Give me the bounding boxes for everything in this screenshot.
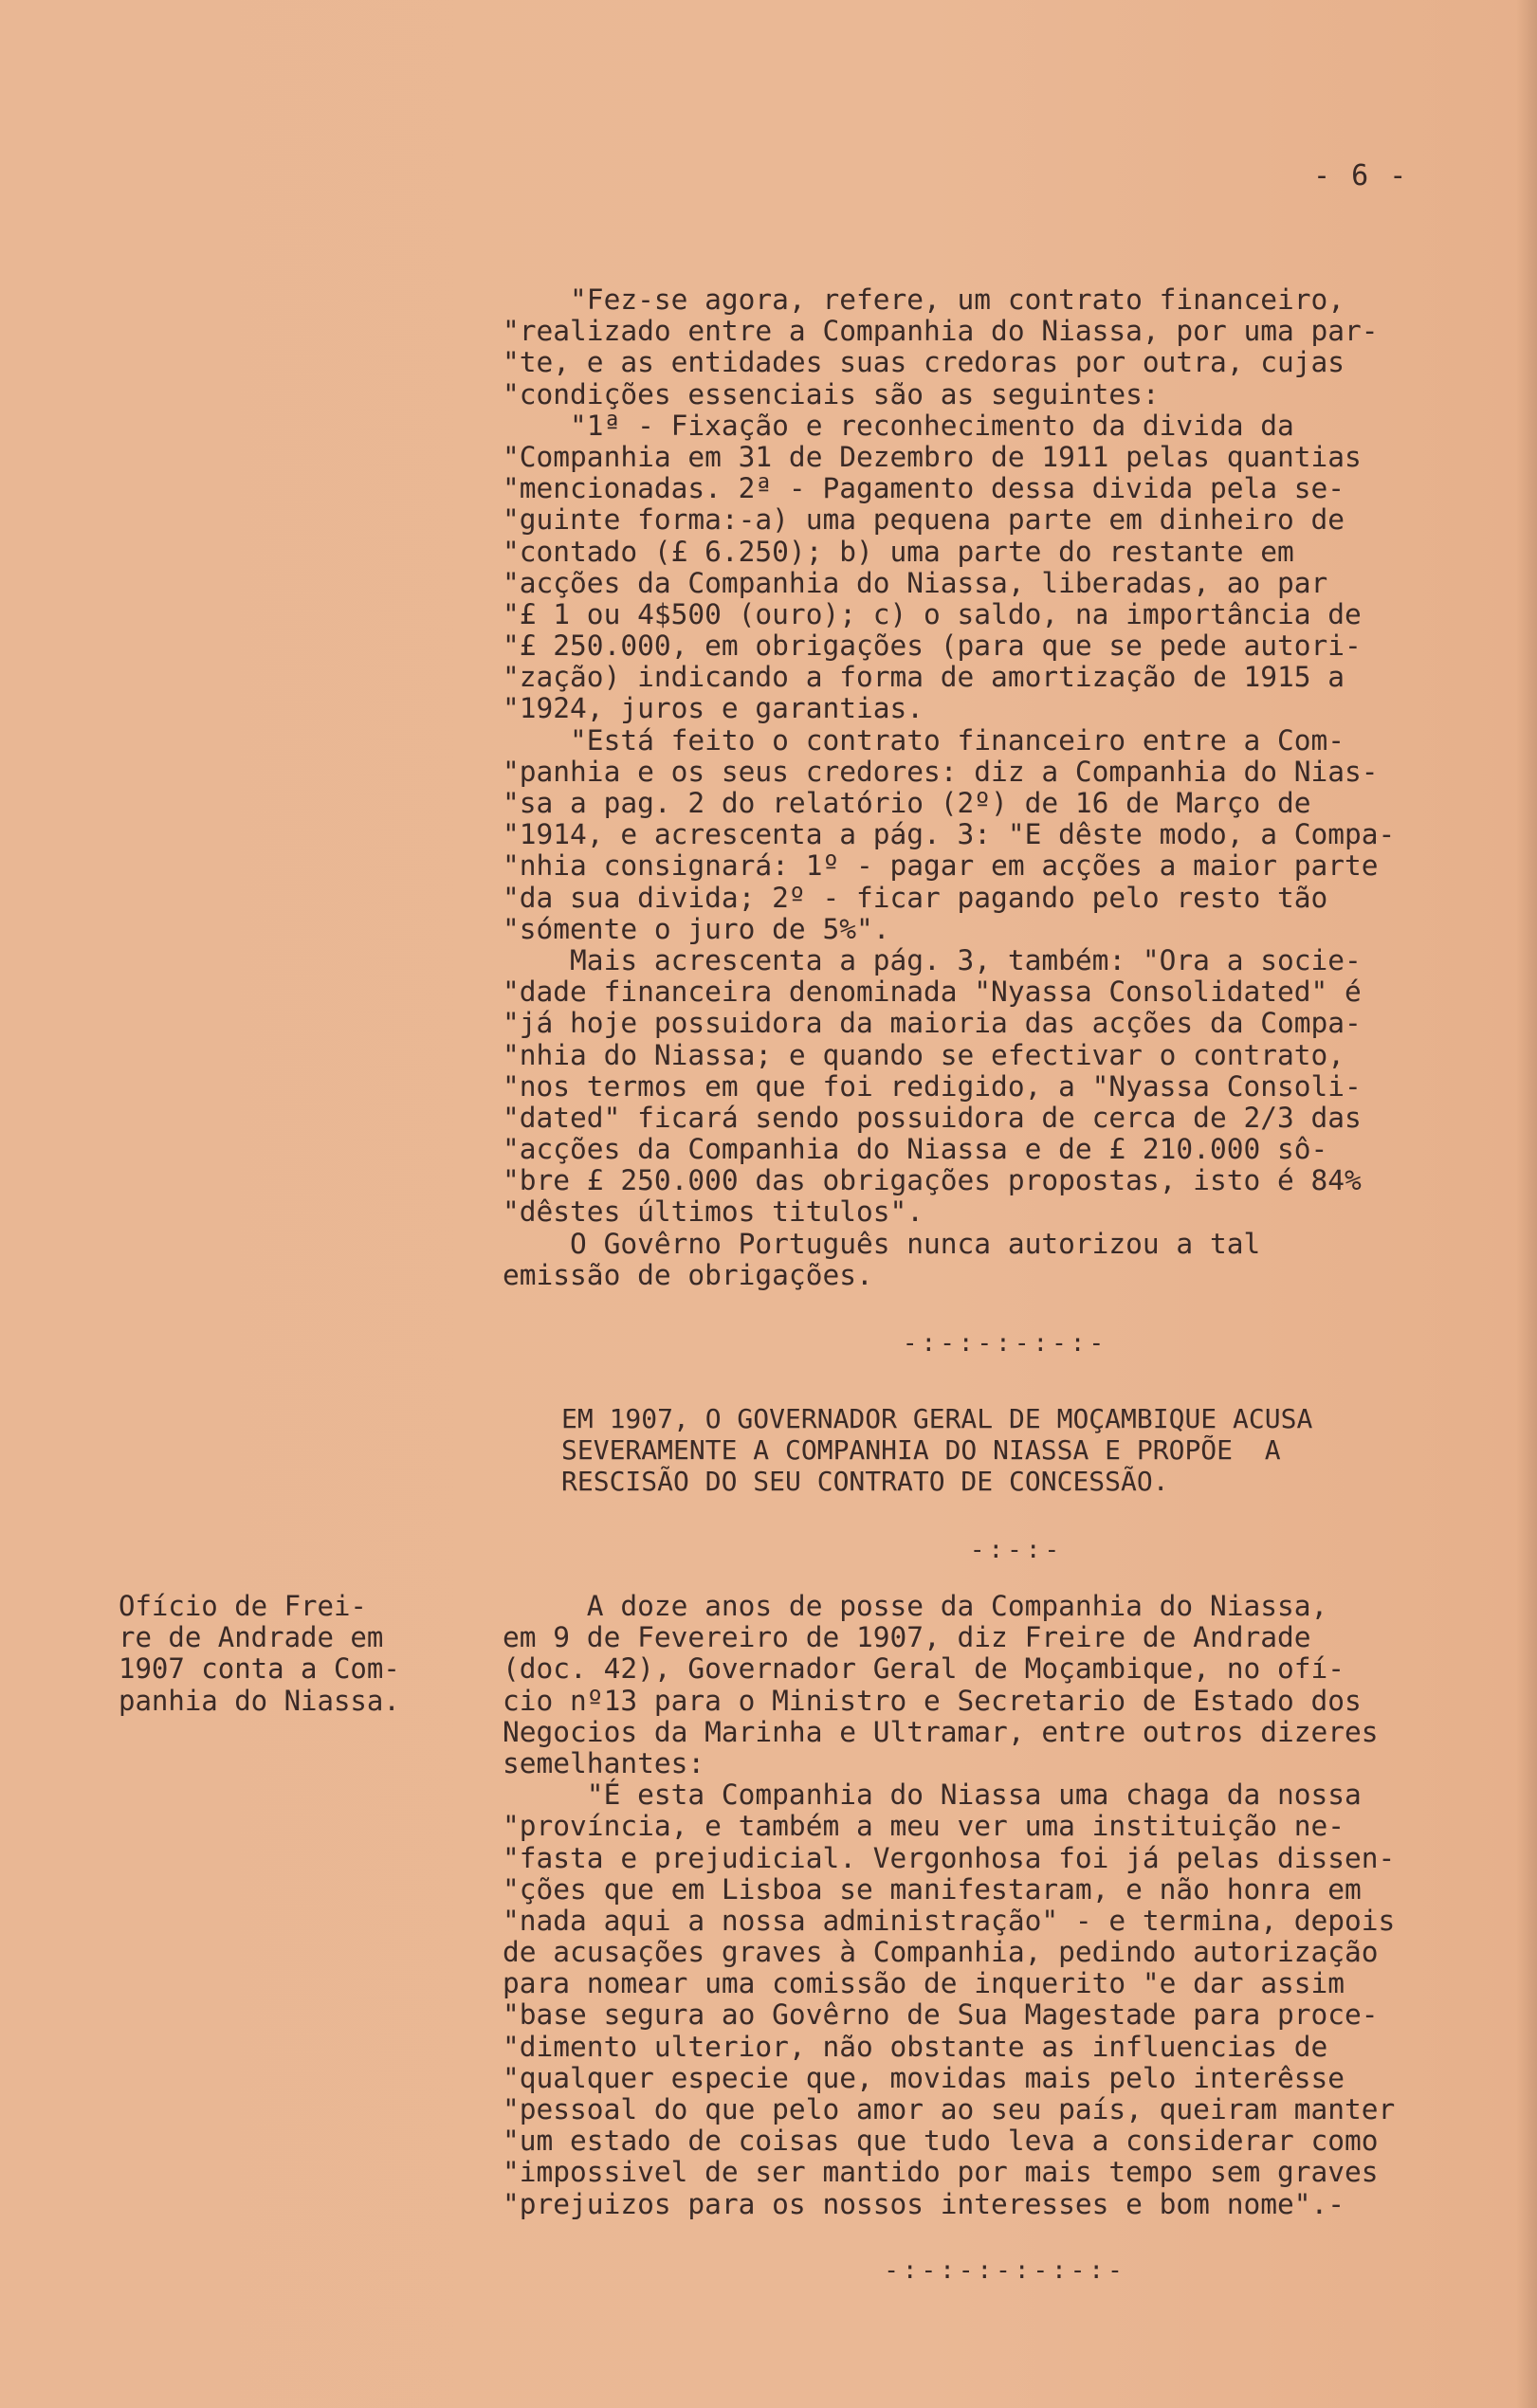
text-line: O Govêrno Português nunca autorizou a tal <box>503 1227 1261 1260</box>
separator: -:-:-:-:-:-:- <box>884 2255 1126 2285</box>
margin-note-line: panhia do Niassa. <box>119 1684 400 1717</box>
text-line: "nada aqui a nossa administração" - e termina, depois <box>503 1904 1396 1937</box>
text-line: emissão de obrigações. <box>503 1258 873 1291</box>
text-line: "da sua divida; 2º - ficar pagando pelo resto tão <box>503 881 1328 914</box>
text-line: "um estado de coisas que tudo leva a considerar como <box>503 2125 1379 2158</box>
text-line: "nhia consignará: 1º - pagar em acções a maior parte <box>503 849 1379 883</box>
text-line: "base segura ao Govêrno de Sua Magestade para proce- <box>503 1998 1379 2032</box>
page-edge-shadow <box>1516 0 1537 2408</box>
separator: -:-:- <box>969 1535 1064 1564</box>
text-line: "dimento ulterior, não obstante as influencias de <box>503 2030 1328 2063</box>
text-line: "acções da Companhia do Niassa e de £ 210.000 sô- <box>503 1133 1328 1166</box>
text-line: (doc. 42), Governador Geral de Moçambique, no ofí- <box>503 1652 1345 1686</box>
text-line: "£ 250.000, em obrigações (para que se pede autori- <box>503 629 1362 663</box>
margin-note <box>119 1591 460 1717</box>
text-line: "acções da Companhia do Niassa, liberadas, ao par <box>503 566 1328 599</box>
text-line: "guinte forma:-a) uma pequena parte em dinheiro de <box>503 503 1345 537</box>
text-line: "Está feito o contrato financeiro entre a Com- <box>503 723 1345 757</box>
text-line: "te, e as entidades suas credoras por outra, cujas <box>503 346 1345 379</box>
text-line: "fasta e prejudicial. Vergonhosa foi já pelas dissen- <box>503 1841 1396 1874</box>
page-number: - 6 - <box>1313 159 1409 192</box>
text-line: "É esta Companhia do Niassa uma chaga da nossa <box>503 1779 1362 1812</box>
text-line: "nhia do Niassa; e quando se efectivar o contrato, <box>503 1038 1345 1071</box>
text-line: de acusações graves à Companhia, pedindo autorização <box>503 1936 1379 1969</box>
text-line: A doze anos de posse da Companhia do Niassa, <box>503 1590 1328 1622</box>
separator: -:-:-:-:-:- <box>902 1329 1108 1358</box>
quote-block-1 <box>503 284 1508 1367</box>
text-line: Mais acrescenta a pág. 3, também: "Ora a socie- <box>503 943 1362 976</box>
text-line: "ções que em Lisboa se manifestaram, e não honra em <box>503 1872 1362 1906</box>
text-line: "mencionadas. 2ª - Pagamento dessa divida pela se- <box>503 472 1345 505</box>
heading-line: EM 1907, O GOVERNADOR GERAL DE MOÇAMBIQUE ACUSA <box>561 1403 1313 1434</box>
text-line: "dêstes últimos titulos". <box>503 1195 924 1229</box>
text-line: "dade financeira denominada "Nyassa Consolidated" é <box>503 976 1362 1009</box>
text-line: "impossivel de ser mantido por mais tempo sem graves <box>503 2156 1379 2189</box>
text-line: "Fez-se agora, refere, um contrato financeiro, <box>503 283 1345 316</box>
text-line: em 9 de Fevereiro de 1907, diz Freire de Andrade <box>503 1621 1311 1654</box>
text-line: "dated" ficará sendo possuidora de cerca de 2/3 das <box>503 1101 1362 1134</box>
text-line: "sómente o juro de 5%". <box>503 912 890 945</box>
text-line: "sa a pag. 2 do relatório (2º) de 16 de Março de <box>503 787 1311 819</box>
heading-line: RESCISÃO DO SEU CONTRATO DE CONCESSÃO. <box>561 1466 1169 1498</box>
text-line: "1914, e acrescenta a pág. 3: "E dêste modo, a Compa- <box>503 818 1396 851</box>
text-line: "prejuizos para os nossos interesses e bom nome".- <box>503 2187 1345 2220</box>
text-line: "£ 1 ou 4$500 (ouro); c) o saldo, na importância de <box>503 597 1362 630</box>
text-line: "Companhia em 31 de Dezembro de 1911 pelas quantias <box>503 440 1362 473</box>
text-line: Negocios da Marinha e Ultramar, entre outros dizeres <box>503 1715 1379 1748</box>
margin-note-line: 1907 conta a Com- <box>119 1652 400 1686</box>
text-line: "pessoal do que pelo amor ao seu país, queiram manter <box>503 2093 1396 2125</box>
text-line: "já hoje possuidora da maioria das acções da Compa- <box>503 1007 1362 1040</box>
text-line: cio nº13 para o Ministro e Secretario de Estado dos <box>503 1684 1362 1717</box>
text-line: "zação) indicando a forma de amortização de 1915 a <box>503 661 1345 694</box>
text-line: "contado (£ 6.250); b) uma parte do restante em <box>503 535 1294 568</box>
text-line: "1924, juros e garantias. <box>503 692 924 725</box>
text-line: "1ª - Fixação e reconhecimento da divida da <box>503 409 1294 442</box>
text-line: "qualquer especie que, movidas mais pelo interêsse <box>503 2061 1345 2094</box>
text-line: semelhantes: <box>503 1746 705 1779</box>
margin-note-line: Ofício de Frei- <box>119 1590 367 1622</box>
section-heading <box>561 1403 1472 1574</box>
text-line: para nomear uma comissão de inquerito "e dar assim <box>503 1967 1345 2000</box>
body-block-2 <box>503 1591 1508 2294</box>
text-line: "condições essenciais são as seguintes: <box>503 377 1160 410</box>
text-line: "realizado entre a Companhia do Niassa, por uma par- <box>503 315 1379 348</box>
text-line: "bre £ 250.000 das obrigações propostas, isto é 84% <box>503 1164 1362 1197</box>
margin-note-line: re de Andrade em <box>119 1621 384 1654</box>
text-line: "província, e também a meu ver uma instituição ne- <box>503 1810 1345 1843</box>
text-line: "nos termos em que foi redigido, a "Nyassa Consoli- <box>503 1069 1362 1103</box>
heading-line: SEVERAMENTE A COMPANHIA DO NIASSA E PROPÕE A <box>561 1434 1281 1467</box>
text-line: "panhia e os seus credores: diz a Companhia do Nias- <box>503 755 1379 788</box>
